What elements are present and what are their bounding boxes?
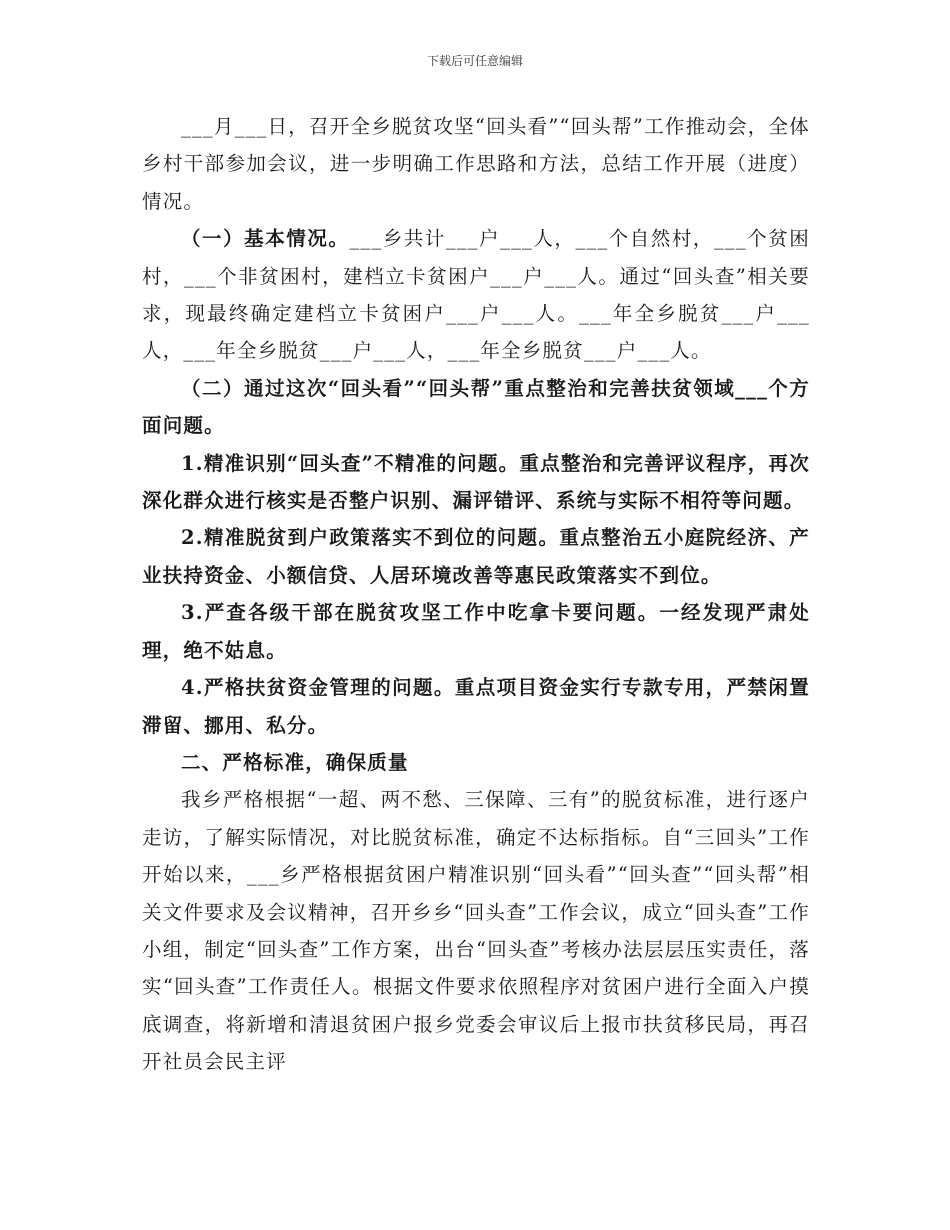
list-item-4: 4.严格扶贫资金管理的问题。重点项目资金实行专款专用，严禁闲置滞留、挪用、私分。 (142, 676, 810, 737)
section-heading-basic-situation: （一）基本情况。 (181, 227, 350, 251)
document-body (142, 108, 810, 1081)
paragraph-basic-situation (142, 220, 810, 370)
list-item-1: 1.精准识别“回头查”不精准的问题。重点整治和完善评议程序，再次深化群众进行核实是否整户识别、漏评错评、系统与实际不相符等问题。 (142, 451, 810, 513)
paragraph-meeting-intro: ___月___日，召开全乡脱贫攻坚“回头看”“回头帮”工作推动会，全体乡村干部参加会议，进一步明确工作思路和方法，总结工作开展（进度）情况。 (142, 115, 810, 213)
list-item-3: 3.严查各级干部在脱贫攻坚工作中吃拿卡要问题。一经发现严肃处理，绝不姑息。 (142, 601, 810, 662)
list-item-2: 2.精准脱贫到户政策落实不到位的问题。重点整治五小庭院经济、产业扶持资金、小额信贷、人居环境改善等惠民政策落实不到位。 (142, 526, 810, 587)
page-header: 下载后可任意编辑 (426, 54, 523, 68)
section-heading-standards: 二、严格标准，确保质量 (181, 750, 409, 774)
paragraph-standards-body: 我乡严格根据“一超、两不愁、三保障、三有”的脱贫标准，进行逐户走访，了解实际情况，对比脱贫标准，确定不达标指标。自“三回头”工作开始以来，___乡严格根据贫困户精准识别“回头看”“回头查”“回头帮”相关文件要求及会议精神，召开乡乡“回头查”工作会议，成立“回头查”工作小组，制定“回头查”工作方案，出台“回头查”考核办法层层压实责任，落实“回头查”工作责任人。根据文件要求依照程序对贫困户进行全面入户摸底调查，将新增和清退贫困户报乡党委会审议后上报市扶贫移民局，再召开社员会民主评 (142, 788, 810, 1074)
basic-situation-text: ___乡共计___户___人，___个自然村，___个贫困村，___个非贫困村，建档立卡贫困户___户___人。通过“回头查”相关要求，现最终确定建档立卡贫困户___户___人。___年全乡脱贫___户___人，___年全乡脱贫___户___人，___年全乡脱贫___户___人。 (142, 227, 810, 363)
section-heading-rectification: （二）通过这次“回头看”“回头帮”重点整治和完善扶贫领域___个方面问题。 (142, 376, 810, 438)
